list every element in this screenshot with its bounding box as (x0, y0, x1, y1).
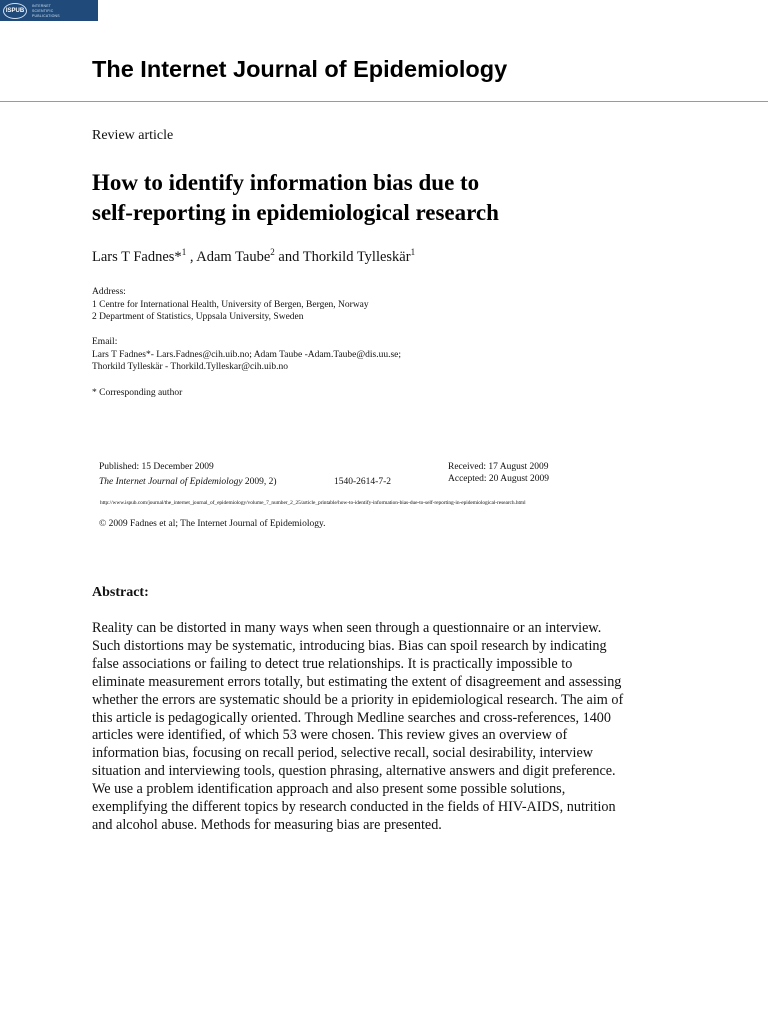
abstract-line: Reality can be distorted in many ways when seen through a questionnaire or an interview. (92, 620, 602, 636)
author-affiliation: 1 (181, 247, 187, 257)
abstract-line: situation and interviewing tools, question phrasing, alternative answers and digit preference. (92, 763, 616, 780)
article-type: Review article (92, 128, 174, 143)
published-date: Published: 15 December 2009 (99, 462, 214, 472)
email-block (92, 336, 401, 374)
issn: 1540-2614-7-2 (334, 477, 391, 487)
citation-journal: The Internet Journal of Epidemiology (99, 477, 243, 487)
author-name: Thorkild Tylleskär (302, 249, 411, 265)
received-date: Received: 17 August 2009 (448, 462, 549, 472)
abstract-line: false associations or failing to detect true relationships. It is practically impossible to (92, 655, 573, 672)
header-divider (0, 101, 768, 102)
email-line[interactable]: Lars T Fadnes*- Lars.Fadnes@cih.uib.no; Adam Taube -Adam.Taube@dis.uu.se; (92, 349, 402, 360)
abstract-line: whether the errors are systematic should be a priority in epidemiological research. The aim of (92, 691, 624, 708)
author-separator: and (274, 249, 303, 265)
email-label: Email: (92, 337, 118, 347)
author-list (92, 243, 415, 272)
accepted-date: Accepted: 20 August 2009 (448, 474, 550, 484)
article-url-link[interactable]: http://www.ispub.com/journal/the_internet_journal_of_epidemiology/volume_7_number_2_25/article_printable/how-to-identify-information-bias-due-to-self-reporting-in-epidemiological-research.html (100, 500, 526, 506)
journal-title: The Internet Journal of Epidemiology (92, 56, 508, 82)
address-line: 1 Centre for International Health, University of Bergen, Bergen, Norway (92, 299, 369, 310)
publisher-logo[interactable] (0, 0, 98, 21)
author-name: Adam Taube (196, 249, 271, 265)
abstract-line: articles were identified, of which 53 were chosen. This review gives an overview of (92, 727, 568, 744)
citation (99, 477, 277, 487)
email-line[interactable]: Thorkild Tylleskär - Thorkild.Tylleskar@cih.uib.no (92, 362, 288, 372)
corresponding-author-note: * Corresponding author (92, 388, 183, 398)
article-title-line: How to identify information bias due to (92, 170, 480, 195)
abstract-line: exemplifying the different topics by research conducted in the fields of HIV-AIDS, nutrition (92, 799, 616, 816)
abstract-line: eliminate measurement errors totally, but estimating the extent of disagreement and assessing (92, 673, 622, 690)
address-block (92, 286, 369, 324)
article-title-line: self-reporting in epidemiological research (92, 200, 499, 225)
author-name: Lars T Fadnes* (92, 249, 182, 265)
author-affiliation: 2 (270, 247, 275, 257)
abstract-heading: Abstract: (92, 585, 149, 600)
copyright-notice: © 2009 Fadnes et al; The Internet Journal of Epidemiology. (99, 519, 326, 529)
abstract-line: Such distortions may be systematic, introducing bias. Bias can spoil research by indicating (92, 637, 607, 654)
abstract-line: and alcohol abuse. Methods for measuring bias are presented. (92, 816, 442, 833)
citation-volume: 2009, 2) (242, 477, 277, 487)
logo-line: SCIENTIFIC (32, 8, 54, 13)
abstract-line: information bias, focusing on recall period, selective recall, social desirability, interview (92, 745, 593, 762)
logo-line: INTERNET (32, 3, 52, 8)
address-line: 2 Department of Statistics, Uppsala University, Sweden (92, 312, 304, 322)
abstract-line: this article is pedagogically oriented. Through Medline searches and cross-references, 1400 (92, 709, 611, 726)
abstract-body (92, 620, 692, 835)
article-title (92, 168, 652, 228)
logo-line: PUBLICATIONS (32, 13, 60, 18)
address-label: Address: (92, 287, 126, 297)
publisher-logo-mark: ISPUB (3, 3, 27, 19)
author-separator: , (186, 249, 197, 265)
publisher-logo-text (32, 4, 60, 18)
abstract-line: We use a problem identification approach and also present some possible solutions, (92, 781, 566, 798)
author-affiliation: 1 (410, 247, 416, 257)
